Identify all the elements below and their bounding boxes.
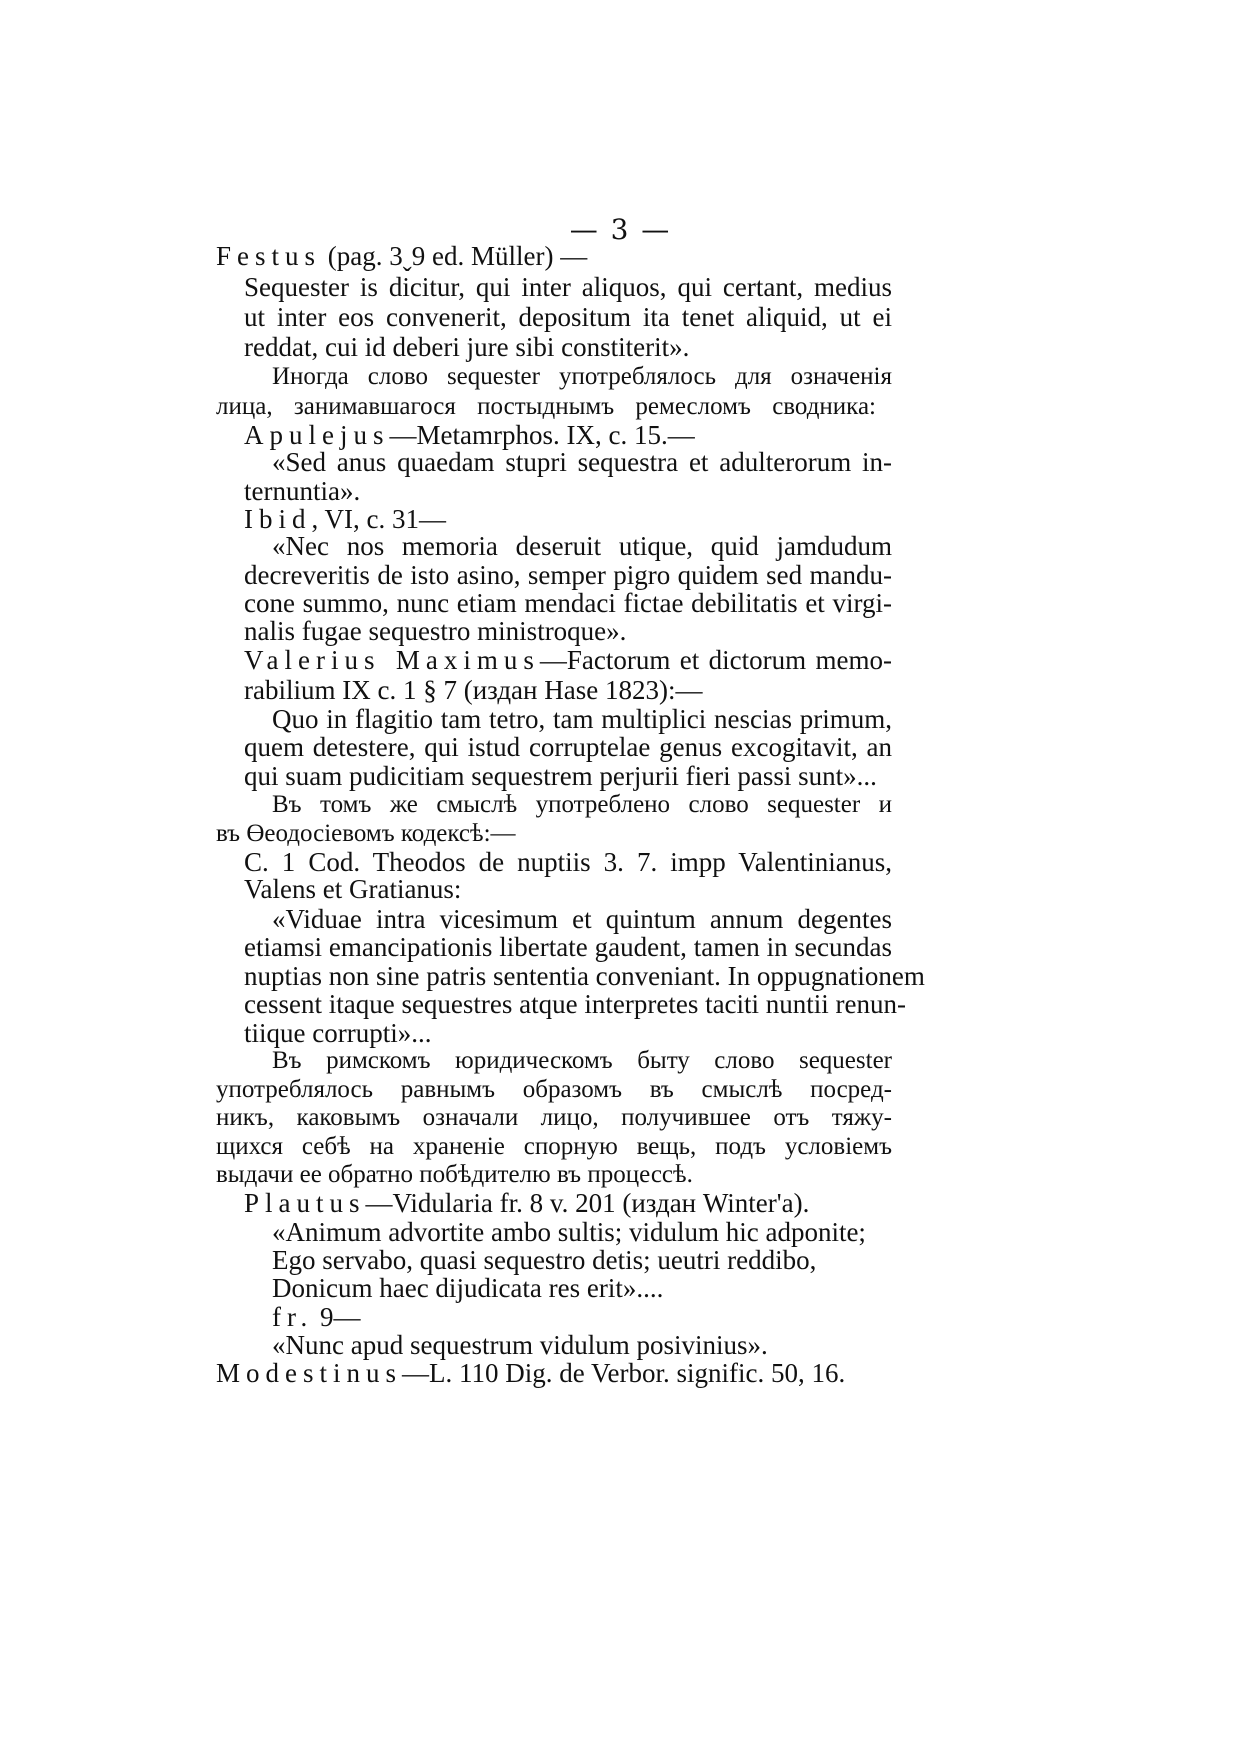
spaced-name: Plautus — [244, 1188, 366, 1218]
text-line: Festus (pag. 3ˬ9 ed. Müller) — — [216, 241, 588, 271]
text-line: cessent itaque sequestres atque interpretes taciti nuntii renun- — [244, 989, 907, 1019]
text-line: щихся себѣ на храненіе спорную вещь, подъ условіемъ — [216, 1133, 892, 1160]
spaced-name: Modestinus — [216, 1358, 403, 1388]
text-line: Valerius Maximus—Factorum et dictorum memo- — [244, 645, 892, 675]
text-line: никъ, каковымъ означали лицо, получившее отъ тяжу- — [216, 1104, 892, 1131]
text-line: Modestinus—L. 110 Dig. de Verbor. signific. 50, 16. — [216, 1358, 846, 1388]
text-line: fr. 9— — [272, 1302, 361, 1332]
text-line: въ Өеодосіевомъ кодексѣ:— — [216, 820, 516, 847]
text-line: rabilium IX c. 1 § 7 (издан Hase 1823):— — [244, 675, 703, 705]
spaced-name: Festus — [216, 241, 322, 271]
text-line: употреблялось равнымъ образомъ въ смыслѣ посред- — [216, 1076, 892, 1103]
text-line: Ego servabo, quasi sequestro detis; ueutri reddibo, — [272, 1245, 817, 1275]
page-number: — 3 — — [569, 213, 672, 246]
text-line: Donicum haec dijudicata res erit».... — [272, 1273, 664, 1303]
text-line: ut inter eos convenerit, depositum ita tenet aliquid, ut ei — [244, 302, 892, 332]
text-line: выдачи ее обратно побѣдителю въ процессѣ. — [216, 1161, 693, 1188]
text-line: nuptias non sine patris sententia conveniant. In oppugnationem — [244, 961, 925, 991]
spaced-name: Valerius Maximus — [244, 645, 540, 675]
text-line: reddat, cui id deberi jure sibi constiterit». — [244, 332, 690, 362]
text-line: Въ римскомъ юридическомъ быту слово sequester — [272, 1047, 892, 1074]
text-line: qui suam pudicitiam sequestrem perjurii fieri passi sunt»... — [244, 761, 877, 791]
spaced-name: Ibid — [244, 504, 312, 534]
spaced-name: fr. — [272, 1302, 314, 1332]
text-line: decreveritis de isto asino, semper pigro quidem sed mandu- — [244, 560, 892, 590]
text-line: Иногда слово sequester употреблялось для означенія — [272, 363, 892, 390]
text-line: ternuntia». — [244, 476, 361, 506]
text-line: tiique corrupti»... — [244, 1018, 432, 1048]
text-line: C. 1 Cod. Theodos de nuptiis 3. 7. impp Valentinianus, — [244, 847, 892, 877]
text-line: «Nunc apud sequestrum vidulum posivinius». — [272, 1330, 768, 1360]
text-line: «Nec nos memoria deseruit utique, quid jamdudum — [272, 531, 892, 561]
text-line: nalis fugae sequestro ministroque». — [244, 616, 627, 646]
text-line: «Animum advortite ambo sultis; vidulum hic adponite; — [272, 1217, 866, 1247]
text-line: Valens et Gratianus: — [244, 874, 462, 904]
text-line: Apulejus—Metamrphos. IX, c. 15.— — [244, 420, 695, 450]
text-line: Sequester is dicitur, qui inter aliquos, qui certant, medius — [244, 272, 892, 302]
text-line: лица, занимавшагося постыднымъ ремесломъ сводника: — [216, 393, 876, 420]
text-line: etiamsi emancipationis libertate gaudent, tamen in secundas — [244, 932, 892, 962]
text-line: «Sed anus quaedam stupri sequestra et adulterorum in- — [272, 447, 892, 477]
text-line: Quo in flagitio tam tetro, tam multiplici nescias primum, — [272, 704, 892, 734]
text-line: Въ томъ же смыслѣ употреблено слово sequester и — [272, 791, 892, 818]
spaced-name: Apulejus — [244, 420, 390, 450]
text-line: Plautus—Vidularia fr. 8 v. 201 (издан Winter'a). — [244, 1188, 810, 1218]
text-line: cone summo, nunc etiam mendaci fictae debilitatis et virgi- — [244, 588, 892, 618]
text-line: quem detestere, qui istud corruptelae genus excogitavit, an — [244, 732, 892, 762]
text-line: «Viduae intra vicesimum et quintum annum degentes — [272, 904, 892, 934]
text-line: Ibid, VI, c. 31— — [244, 504, 446, 534]
